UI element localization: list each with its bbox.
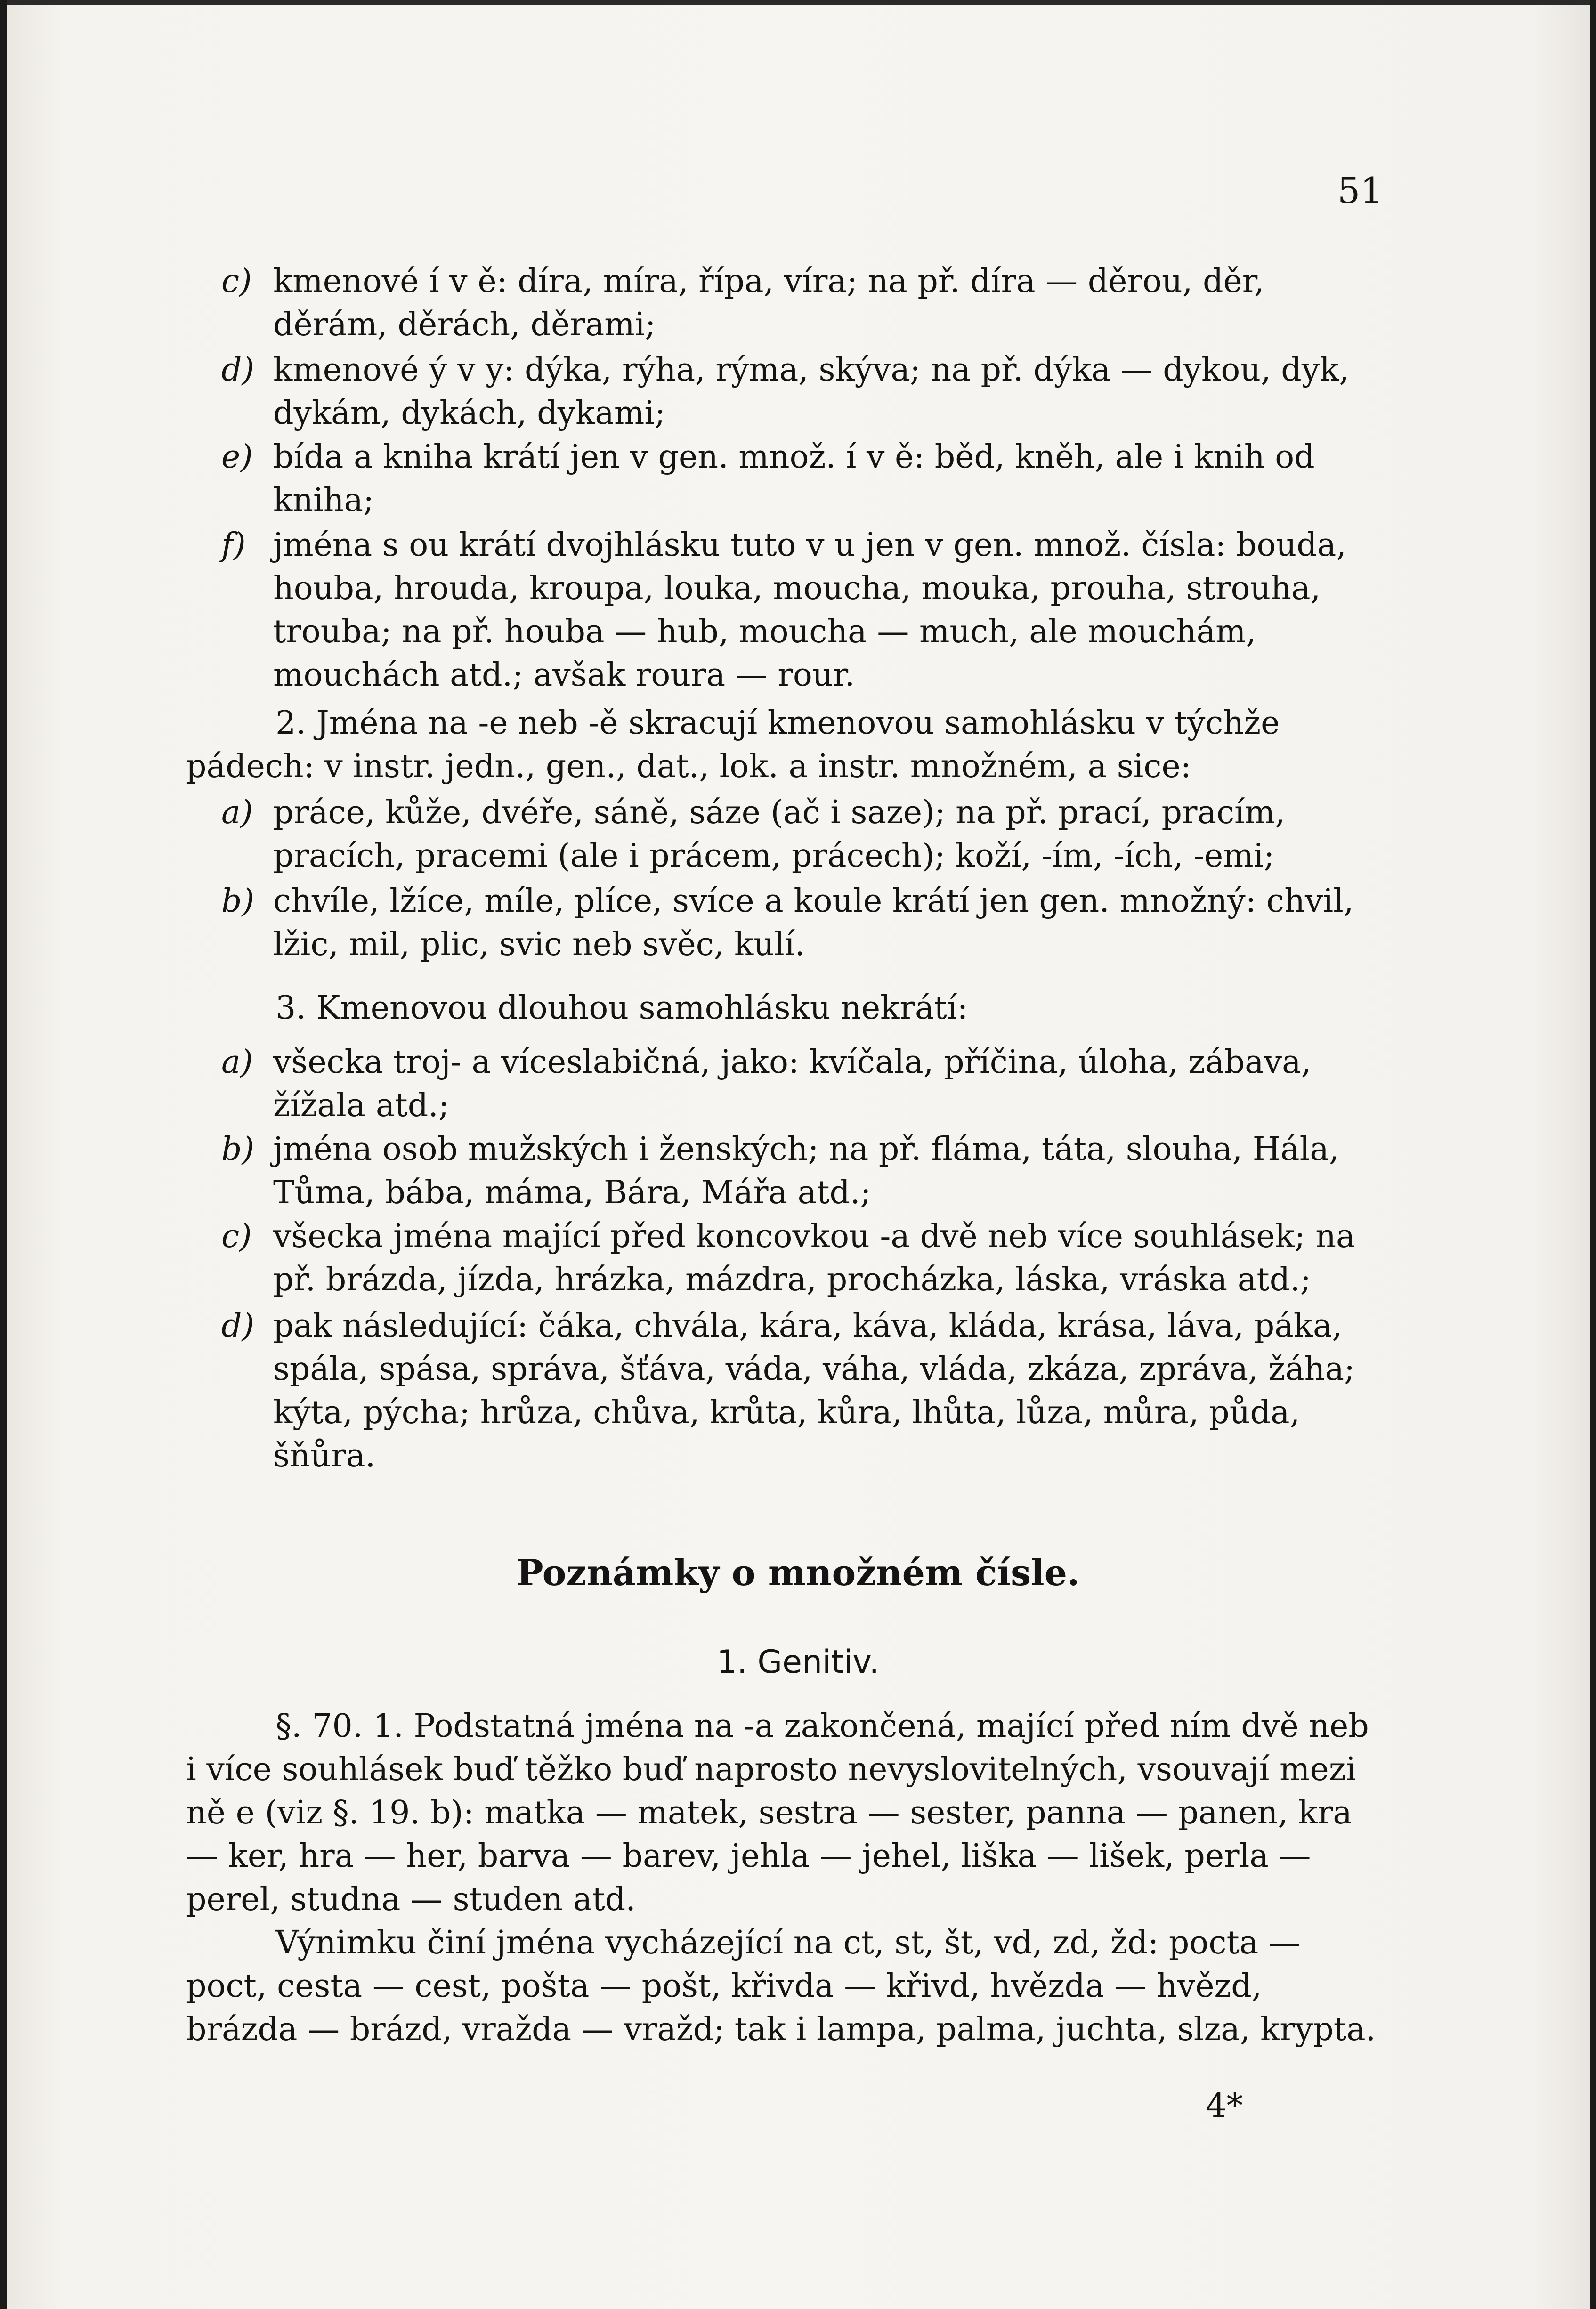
- item-b-text: jména osob mužských i ženských; na př. fláma, táta, slouha, Hála, Tůma, bába, máma, Bára, Mářa atd.;: [273, 1131, 1339, 1211]
- item-label-d: d): [221, 351, 255, 389]
- item-e-text: bída a kniha krátí jen v gen. množ. í v ě: běd, kněh, ale i knih od kniha;: [273, 438, 1315, 519]
- item-c-text: kmenové í v ě: díra, míra, řípa, víra; na př. díra — děrou, děr, děrám, děrách, děrami;: [273, 263, 1264, 343]
- item-a-text: práce, kůže, dvéře, sáně, sáze (ač i saze); na př. prací, pracím, pracích, pracemi (ale i prácem, prácech); koží, -ím, -ích, -emi;: [273, 794, 1286, 875]
- printer-signature: 4*: [1206, 2086, 1243, 2125]
- page-number: 51: [1337, 170, 1383, 211]
- paragraph-70: §. 70. 1. Podstatná jména na -a zakončená, mající před ním dvě neb i více souhlásek buď těžko buď naprosto nevyslovitelných, vsouvají mezi ně e (viz §. 19. b): matka — matek, sestra — sester, panna — panen, kra — ker, hra — her, barva — barev, jehla — jehel, liška — lišek, perla — perel, studna — studen atd.: [186, 1708, 1369, 1918]
- section-heading: Poznámky o množném čísle.: [516, 1552, 1080, 1594]
- item-label-f: f): [221, 527, 246, 564]
- item-b-text: chvíle, lžíce, míle, plíce, svíce a koule krátí jen gen. množný: chvil, lžic, mil, plic, svic neb svěc, kulí.: [273, 883, 1354, 963]
- section-2-intro: 2. Jména na -e neb -ě skracují kmenovou samohlásku v týchže pádech: v instr. jedn., gen., dat., lok. a instr. množném, a sice:: [186, 705, 1280, 785]
- item-d-text: pak následující: čáka, chvála, kára, káva, kláda, krása, láva, páka, spála, spása, správa, šťáva, váda, váha, vláda, zkáza, zpráva, žáha; kýta, pýcha; hrůza, chůva, krůta, kůra, lhůta, lůza, můra, půda, šňůra.: [273, 1307, 1355, 1475]
- section-subheading: 1. Genitiv.: [716, 1644, 880, 1681]
- item-label-e: e): [221, 438, 253, 476]
- item-f-text: jména s ou krátí dvojhlásku tuto v u jen v gen. množ. čísla: bouda, houba, hrouda, kroupa, louka, moucha, mouka, prouha, strouha, trouba; na př. houba — hub, moucha — much, ale mouchám, mouchách atd.; avšak roura — rour.: [273, 527, 1346, 694]
- item-label-b: b): [221, 1131, 255, 1168]
- item-label-a: a): [221, 794, 253, 831]
- item-label-c: c): [221, 263, 252, 300]
- item-a-text: všecka troj- a víceslabičná, jako: kvíčala, příčina, úloha, zábava, žížala atd.;: [273, 1044, 1312, 1124]
- item-label-c: c): [221, 1218, 252, 1255]
- item-label-a: a): [221, 1044, 253, 1081]
- section-3-intro: 3. Kmenovou dlouhou samohlásku nekrátí:: [275, 989, 968, 1027]
- item-d-text: kmenové ý v y: dýka, rýha, rýma, skýva; na př. dýka — dykou, dyk, dykám, dykách, dykami;: [273, 351, 1350, 432]
- paragraph-exception: Výnimku činí jména vycházející na ct, st, št, vd, zd, žd: pocta — poct, cesta — cest, pošta — pošt, křivda — křivd, hvězda — hvězd, brázda — brázd, vražda — vražd; tak i lampa, palma, juchta, slza, krypta.: [186, 1924, 1376, 2048]
- item-c-text: všecka jména mající před koncovkou -a dvě neb více souhlásek; na př. brázda, jízda, hrázka, mázdra, procházka, láska, vráska atd.;: [273, 1218, 1355, 1298]
- item-label-b: b): [221, 883, 255, 920]
- item-label-d: d): [221, 1307, 255, 1345]
